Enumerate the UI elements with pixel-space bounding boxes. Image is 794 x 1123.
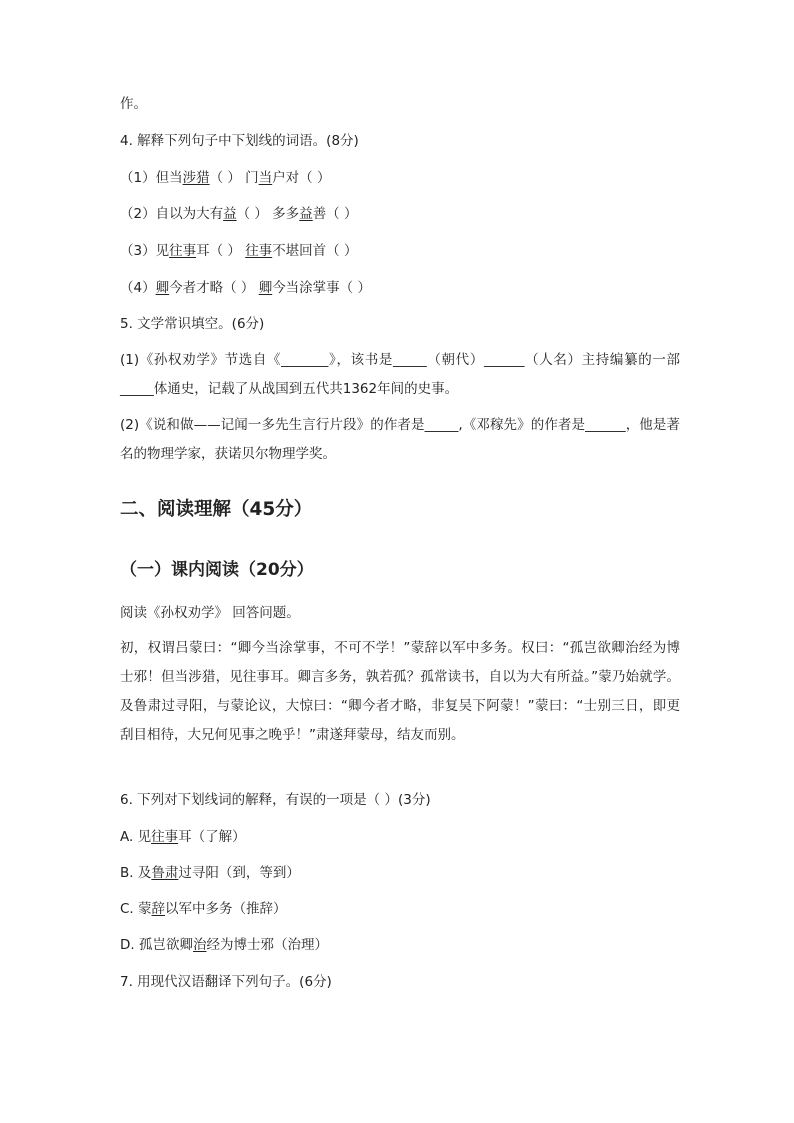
- question-5-title: 5. 文学常识填空。(6分): [120, 316, 265, 332]
- underlined-word: 当: [258, 170, 273, 186]
- underlined-word: 益: [299, 206, 313, 222]
- section-2-heading: 二、阅读理解（45分）: [120, 499, 313, 520]
- underlined-word: 益: [223, 206, 237, 222]
- section-2-1-heading: （一）课内阅读（20分）: [120, 560, 314, 580]
- underlined-word: 辞: [151, 901, 166, 917]
- question-6-option-a: A. 见往事耳（了解）: [120, 829, 246, 845]
- underlined-word: 往事: [151, 829, 179, 845]
- question-4-title: 4. 解释下列句子中下划线的词语。(8分): [120, 133, 359, 149]
- underlined-word: 治: [192, 937, 207, 953]
- underlined-word: 鲁肃: [151, 865, 179, 881]
- question-6-option-c: C. 蒙辞以军中多务（推辞）: [120, 901, 287, 917]
- underlined-word: 往事: [245, 243, 273, 259]
- question-5-part-2: (2)《说和做——记闻一多先生言行片段》的作者是_____,《邓稼先》的作者是______，他是著名的物理学家，获诺贝尔物理学奖。: [120, 417, 680, 462]
- question-4-item: （4）卿今者才略（ ） 卿今当涂掌事（ ）: [120, 280, 371, 296]
- question-4-item: （1）但当涉猎（ ） 门当户对（ ）: [120, 170, 331, 186]
- reading-passage: 初，权谓吕蒙曰：“卿今当涂掌事，不可不学！”蒙辞以军中多务。权曰：“孤岂欲卿治经为博士邪！但当涉猎，见往事耳。卿言多务，孰若孤？孤常读书，自以为大有所益。”蒙乃始就学。及鲁肃过寻阳，与蒙论议，大惊曰：“卿今者才略，非复吴下阿蒙！”蒙曰：“士别三日，即更刮目相待，大兄何见事之晚乎！”肃遂拜蒙母，结友而别。: [120, 640, 680, 743]
- question-6-title: 6. 下列对下划线词的解释，有误的一项是（ ）(3分): [120, 792, 431, 808]
- question-4-item: （3）见往事耳（ ） 往事不堪回首（ ）: [120, 243, 358, 259]
- underlined-word: 往事: [169, 243, 197, 259]
- question-7-title: 7. 用现代汉语翻译下列句子。(6分): [120, 974, 332, 990]
- underlined-word: 卿: [155, 280, 170, 296]
- underlined-word: 涉猎: [182, 170, 210, 186]
- top-fragment: 作。: [120, 96, 147, 112]
- reading-intro: 阅读《孙权劝学》 回答问题。: [120, 605, 300, 621]
- question-6-option-b: B. 及鲁肃过寻阳（到，等到）: [120, 865, 300, 881]
- question-6-option-d: D. 孤岂欲卿治经为博士邪（治理）: [120, 937, 328, 953]
- underlined-word: 卿: [258, 280, 273, 296]
- question-4-item: （2）自以为大有益（ ） 多多益善（ ）: [120, 206, 358, 222]
- question-5-part-1: (1)《孙权劝学》节选自《_______》，该书是_____（朝代）______（人名）主持编纂的一部_____体通史，记载了从战国到五代共1362年间的史事。: [120, 352, 680, 397]
